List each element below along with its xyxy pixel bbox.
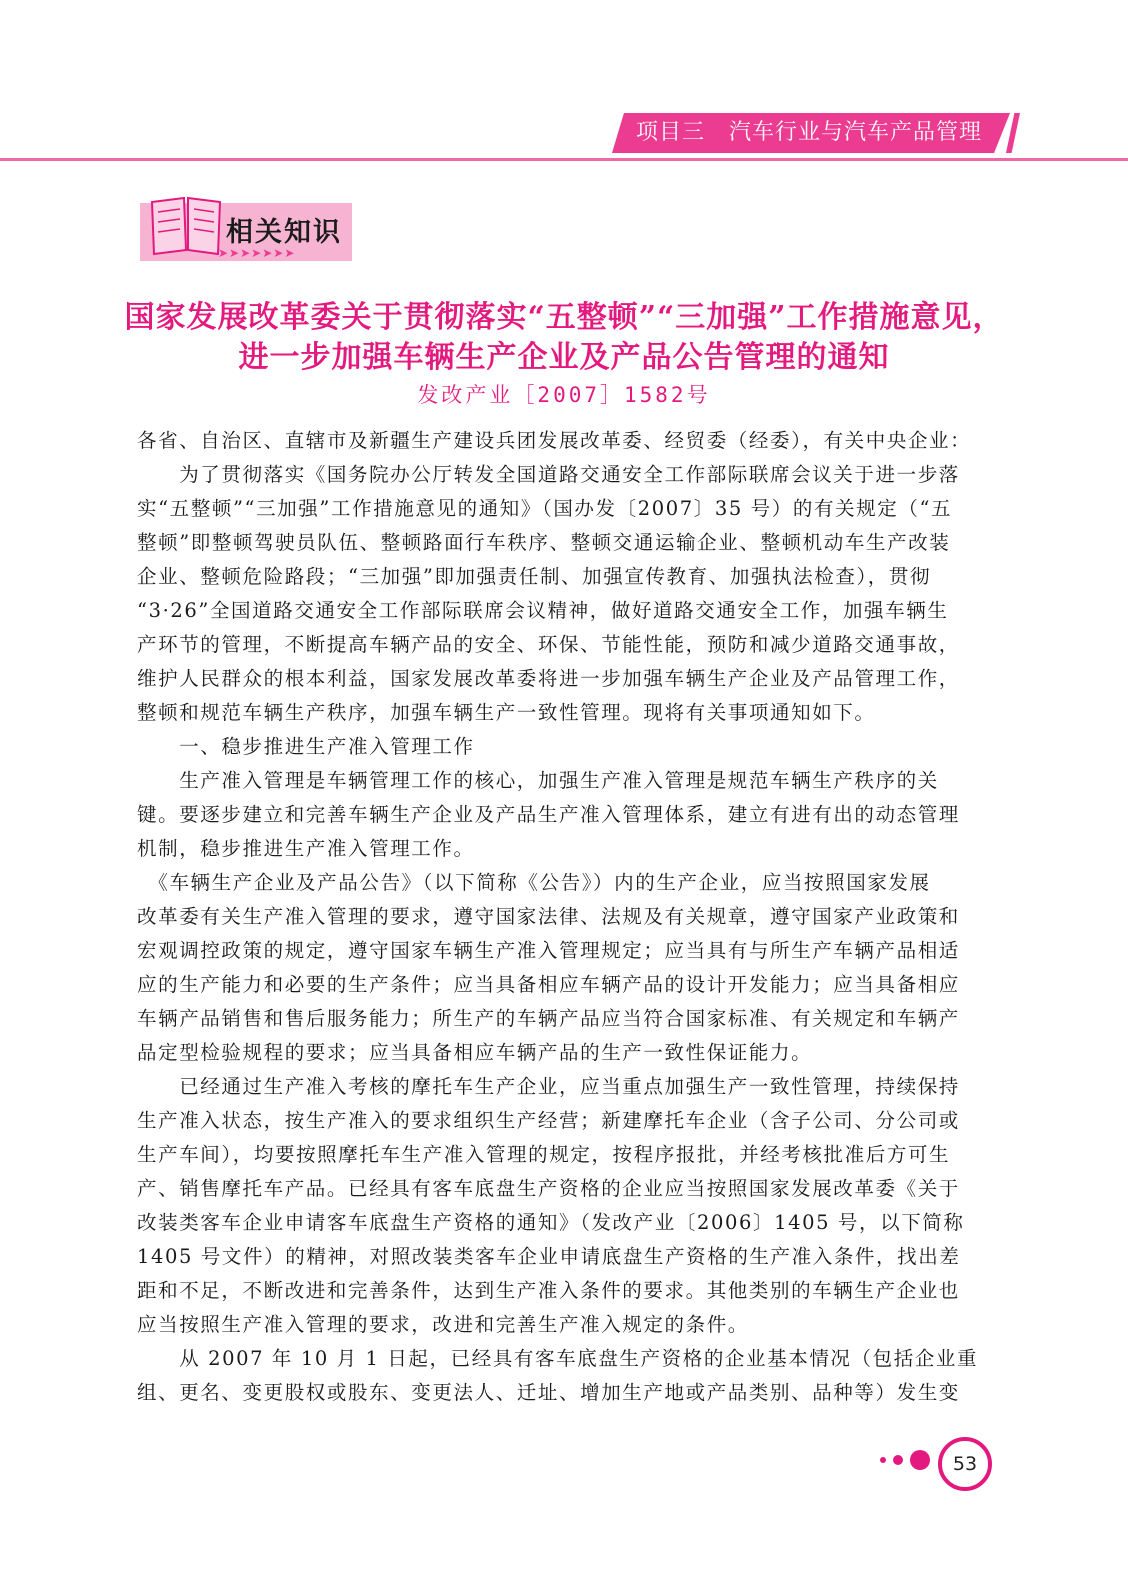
body-line: 维护人民群众的根本利益，国家发展改革委将进一步加强车辆生产企业及产品管理工作， [137, 667, 960, 690]
body-line: 组、更名、变更股权或股东、变更法人、迁址、增加生产地或产品类别、品种等）发生变 [137, 1381, 960, 1404]
body-line: 键。要逐步建立和完善车辆生产企业及产品生产准入管理体系，建立有进有出的动态管理 [137, 803, 960, 826]
body-line: 改装类客车企业申请客车底盘生产资格的通知》（发改产业〔2006〕1405 号，以下简称 [137, 1211, 965, 1234]
body-line: 已经通过生产准入考核的摩托车生产企业，应当重点加强生产一致性管理，持续保持 [137, 1075, 960, 1098]
document-title-line-2: 进一步加强车辆生产企业及产品公告管理的通知 [238, 340, 890, 375]
body-line: 品定型检验规程的要求；应当具备相应车辆产品的生产一致性保证能力。 [137, 1041, 813, 1064]
dot-icon [880, 1457, 886, 1463]
section-badge-label: 相关知识 [226, 217, 342, 248]
body-line: 为了贯彻落实《国务院办公厅转发全国道路交通安全工作部际联席会议关于进一步落 [137, 463, 960, 486]
body-line: 1405 号文件）的精神，对照改装类客车企业申请底盘生产资格的生产准入条件，找出差 [137, 1245, 961, 1268]
body-line: 企业、整顿危险路段；“三加强”即加强责任制、加强宣传教育、加强执法检查），贯彻 [137, 565, 932, 588]
header-rule [0, 158, 1128, 161]
dot-icon [893, 1455, 903, 1465]
body-line: 生产准入状态，按生产准入的要求组织生产经营；新建摩托车企业（含子公司、分公司或 [137, 1109, 960, 1132]
arrow-decoration-icon: ➤➤➤➤➤➤➤ [218, 246, 296, 260]
body-line: 生产准入管理是车辆管理工作的核心，加强生产准入管理是规范车辆生产秩序的关 [137, 769, 939, 792]
body-line: 机制，稳步推进生产准入管理工作。 [137, 837, 475, 860]
body-line: 应当按照生产准入管理的要求，改进和完善生产准入规定的条件。 [137, 1313, 749, 1336]
document-number: 发改产业［2007］1582号 [417, 383, 711, 407]
body-line: 产、销售摩托车产品。已经具有客车底盘生产资格的企业应当按照国家发展改革委《关于 [137, 1177, 960, 1200]
body-line: 车辆产品销售和售后服务能力；所生产的车辆产品应当符合国家标准、有关规定和车辆产 [137, 1007, 960, 1030]
body-line: 宏观调控政策的规定，遵守国家车辆生产准入管理规定；应当具有与所生产车辆产品相适 [137, 939, 960, 962]
body-line: 各省、自治区、直辖市及新疆生产建设兵团发展改革委、经贸委（经委），有关中央企业： [137, 429, 972, 452]
body-line: 整顿”即整顿驾驶员队伍、整顿路面行车秩序、整顿交通运输企业、整顿机动车生产改装 [137, 531, 951, 554]
dot-icon [910, 1450, 930, 1470]
body-line: “3·26”全国道路交通安全工作部际联席会议精神，做好道路交通安全工作，加强车辆生 [137, 599, 949, 622]
document-title-line-1: 国家发展改革委关于贯彻落实“五整顿”“三加强”工作措施意见， [124, 300, 1004, 335]
body-line: 距和不足，不断改进和完善条件，达到生产准入条件的要求。其他类别的车辆生产企业也 [137, 1279, 960, 1302]
body-line: 《车辆生产企业及产品公告》（以下简称《公告》）内的生产企业，应当按照国家发展 [137, 871, 931, 894]
page-number: 53 [938, 1437, 992, 1491]
chapter-title: 项目三 汽车行业与汽车产品管理 [636, 120, 982, 145]
body-line: 从 2007 年 10 月 1 日起，已经具有客车底盘生产资格的企业基本情况（包括企业重 [137, 1347, 979, 1370]
header-stripe [1006, 113, 1020, 153]
section-heading: 一、稳步推进生产准入管理工作 [137, 735, 475, 758]
body-line: 整顿和规范车辆生产秩序，加强车辆生产一致性管理。现将有关事项通知如下。 [137, 701, 876, 724]
body-line: 实“五整顿”“三加强”工作措施意见的通知》（国办发〔2007〕35 号）的有关规定（“五 [137, 497, 953, 520]
body-line: 应的生产能力和必要的生产条件；应当具备相应车辆产品的设计开发能力；应当具备相应 [137, 973, 960, 996]
book-icon [148, 196, 226, 258]
body-line: 改革委有关生产准入管理的要求，遵守国家法律、法规及有关规章，遵守国家产业政策和 [137, 905, 960, 928]
body-line: 生产车间），均要按照摩托车生产准入管理的规定，按程序报批，并经考核批准后方可生 [137, 1143, 951, 1166]
body-line: 产环节的管理，不断提高车辆产品的安全、环保、节能性能，预防和减少道路交通事故， [137, 633, 960, 656]
